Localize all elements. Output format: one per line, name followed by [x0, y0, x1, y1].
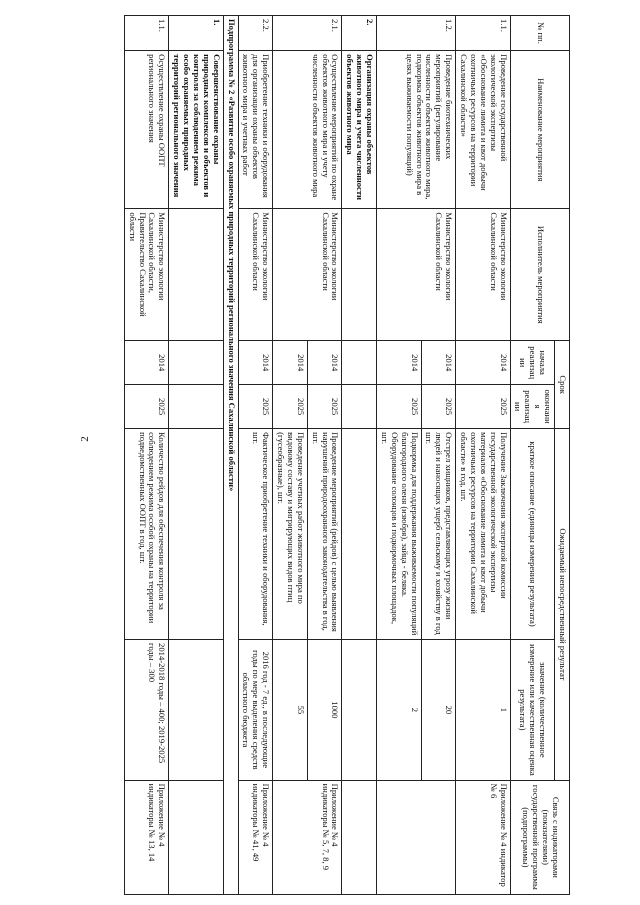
row-num: 2.2. — [238, 16, 273, 51]
header-name: Наименование мероприятия — [510, 51, 569, 209]
row-value: 2014-2018 годы – 400; 2019-2025 годы – 300 — [124, 640, 169, 781]
row-desc: Получение Заключения экспертной комиссии государственной экологической экспертизы материалов «Обоснование лимита и квот добычи охотничьих ресурсов на территории Сахалинской области» в год, шт. — [456, 429, 510, 640]
row-name: Проведение биотехнических мероприятий (регулирование численности объектов животного мира, подкормка объектов животного мира в целях выживаемости популяций) — [377, 51, 456, 209]
row-value: 20 — [421, 640, 456, 781]
header-link: Связь с индикаторами (показателями) государственной программы (подпрограммы) — [510, 780, 569, 894]
row-desc: Количество рейдов для обеспечения контроля за соблюдением режима особой охраны на территории подведомственных ООПТ в год, шт. — [124, 429, 169, 640]
row-num: 1.1. — [124, 16, 169, 51]
row-link — [377, 780, 456, 894]
row-start: 2014 — [124, 341, 169, 385]
section-row — [169, 16, 223, 895]
table-row — [238, 16, 273, 895]
row-start: 2014 — [273, 341, 308, 385]
section-name: Совершенствование охраны природных комплексов и объектов и контроля за соблюдением режима особо охраняемых природных территорий регионального значения — [169, 51, 223, 209]
row-desc: Отстрел хищников, представляющих угрозу жизни людей и наносящих ущерб сельскому и хозяйству в год шт. — [421, 429, 456, 640]
table-row — [307, 16, 342, 895]
table-row — [124, 16, 169, 895]
section-row — [342, 16, 377, 895]
row-start: 2014 — [307, 341, 342, 385]
row-name: Осуществление охраны ООПТ регионального значения — [124, 51, 169, 209]
row-end: 2025 — [307, 385, 342, 429]
row-value: 2 — [377, 640, 422, 781]
header-value: значение (количественное измерение или качественная оценка результата) — [510, 640, 555, 781]
header-desc: краткое описание (единицы измерения результата) — [510, 429, 555, 640]
section-num: 2. — [342, 16, 377, 51]
row-executor: Министерство экологии Сахалинской области — [273, 209, 342, 341]
row-name: Проведение государственной экологической экспертизы «Обоснование лимита и квот добычи охотничьих ресурсов на территории Сахалинской области» — [456, 51, 510, 209]
row-desc: Фактическое приобретение техники и оборудования, шт. — [238, 429, 273, 640]
row-end: 2025 — [377, 385, 422, 429]
header-start: начала реализации — [510, 341, 555, 385]
row-link: Приложение № 4 индикаторы № 5, 7, 8, 9 — [273, 780, 342, 894]
row-num: 1.1. — [456, 16, 510, 51]
row-num: 2.1. — [273, 16, 342, 51]
header-num: № пп. — [510, 16, 569, 51]
row-end: 2025 — [124, 385, 169, 429]
row-end: 2025 — [273, 385, 308, 429]
row-start: 2014 — [421, 341, 456, 385]
page-number: 2 — [78, 436, 91, 442]
row-desc: Проведение мероприятий (рейдов) с целью выявления нарушений природоохранного законодательства в год, шт. — [307, 429, 342, 640]
row-value: 2016 год - 7 ед., в последующие годы по мере выделения средств областного бюджета — [238, 640, 273, 781]
row-executor: Министерство экологии Сахалинской области — [238, 209, 273, 341]
row-name: Осуществление мероприятий по охране объектов животного мира и учету численности объектов животного мира — [273, 51, 342, 209]
row-end: 2025 — [238, 385, 273, 429]
subprogram-title: Подпрограмма № 2 «Развитие особо охраняемых природных территорий регионального значения Сахалинской области» — [223, 16, 238, 895]
row-link: Приложение № 4 индикаторы № 41, 49 — [238, 780, 273, 894]
row-value: 55 — [273, 640, 308, 781]
table-row — [421, 16, 456, 895]
row-desc: Проведение учетных работ животного мира по видовому составу и мигрирующих видов птиц (гусеобразные), шт. — [273, 429, 308, 640]
row-link: Приложение № 4 индикатор № 6 — [456, 780, 510, 894]
section-name: Организация охраны объектов животного мира и учета численности объектов животного мира — [342, 51, 377, 209]
row-value: 1 — [456, 640, 510, 781]
header-executor: Исполнитель мероприятия — [510, 209, 569, 341]
row-desc: Подкормка для поддержания выживаемости популяций благородного оленя (изюбря), зайца - беляка. Оборудование солонцов и подкормочных площадок, шт. — [377, 429, 422, 640]
row-start: 2014 — [456, 341, 510, 385]
measures-table — [124, 15, 570, 895]
subprogram-row — [223, 16, 238, 895]
row-executor: Министерство экологии Сахалинской области, Правительство Сахалинской области — [124, 209, 169, 341]
row-start: 2014 — [238, 341, 273, 385]
row-start: 2014 — [377, 341, 422, 385]
row-executor: Министерство экологии Сахалинской области — [377, 209, 456, 341]
row-end: 2025 — [456, 385, 510, 429]
header-end: окончания реализации — [510, 385, 555, 429]
measures-table-sheet — [50, 15, 570, 895]
row-executor: Министерство экологии Сахалинской области — [456, 209, 510, 341]
row-name: Приобретение техники и оборудования для организации охраны объектов животного мира и учетных работ — [238, 51, 273, 209]
header-result: Ожидаемый непосредственный результат — [555, 429, 570, 781]
row-link: Приложение № 4 индикаторы № 13, 14 — [124, 780, 169, 894]
section-num: 1. — [169, 16, 223, 51]
row-end: 2025 — [421, 385, 456, 429]
row-value: 1000 — [307, 640, 342, 781]
table-row — [456, 16, 510, 895]
row-num: 1.2. — [377, 16, 456, 51]
header-term: Срок — [555, 341, 570, 429]
